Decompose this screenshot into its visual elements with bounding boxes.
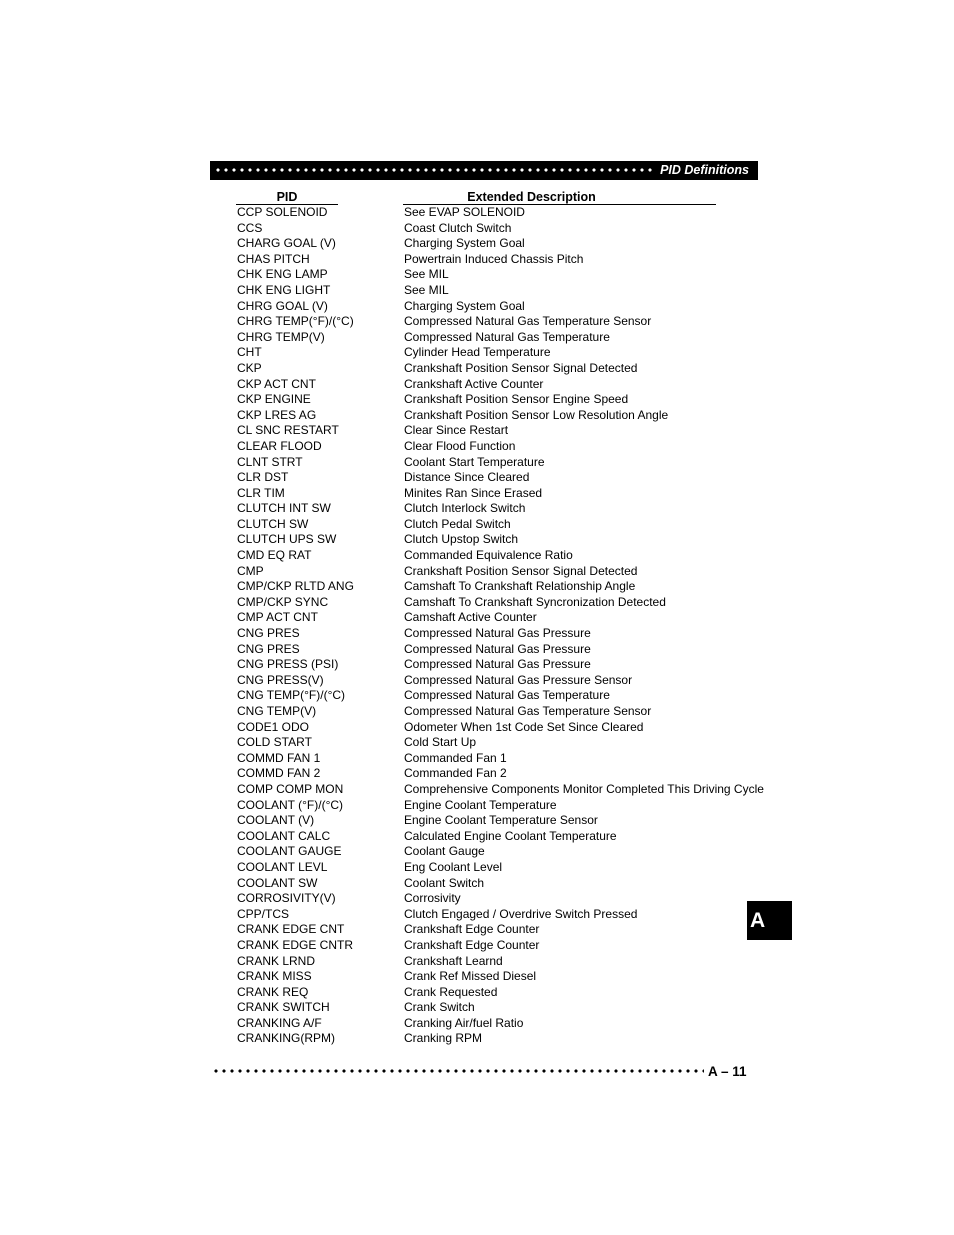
pid-description: Charging System Goal <box>404 298 525 313</box>
table-row <box>0 1016 954 1032</box>
pid-name: COLD START <box>237 735 312 750</box>
pid-name: COMP COMP MON <box>237 781 344 796</box>
pid-description: Distance Since Cleared <box>404 470 530 485</box>
table-row <box>0 657 954 673</box>
column-header-pid: PID <box>236 190 338 205</box>
table-row <box>0 813 954 829</box>
pid-description: Compressed Natural Gas Pressure Sensor <box>404 672 633 687</box>
pid-name: CMP/CKP RLTD ANG <box>237 579 354 594</box>
pid-name: CRANK REQ <box>237 984 309 999</box>
pid-name: COOLANT LEVL <box>237 859 328 874</box>
pid-description: Comprehensive Components Monitor Completed This Driving Cycle <box>404 781 764 796</box>
pid-description: Corrosivity <box>404 891 461 906</box>
section-title: PID Definitions <box>660 163 749 177</box>
table-row <box>0 501 954 517</box>
table-row <box>0 766 954 782</box>
pid-name: COOLANT GAUGE <box>237 844 342 859</box>
table-row <box>0 720 954 736</box>
pid-name: CRANK SWITCH <box>237 1000 330 1015</box>
table-row <box>0 782 954 798</box>
pid-description: Crankshaft Position Sensor Low Resolution Angle <box>404 407 669 422</box>
pid-description: Odometer When 1st Code Set Since Cleared <box>404 719 644 734</box>
pid-name: CKP <box>237 360 262 375</box>
table-row <box>0 829 954 845</box>
table-row <box>0 486 954 502</box>
pid-description: See MIL <box>404 282 449 297</box>
pid-description: Commanded Fan 2 <box>404 766 507 781</box>
table-row <box>0 1000 954 1016</box>
pid-description: Coolant Switch <box>404 875 485 890</box>
table-row <box>0 299 954 315</box>
pid-name: COMMD FAN 1 <box>237 750 321 765</box>
pid-description: Crank Requested <box>404 984 498 999</box>
table-row <box>0 969 954 985</box>
pid-description: Clutch Pedal Switch <box>404 516 511 531</box>
table-row <box>0 735 954 751</box>
table-row <box>0 938 954 954</box>
pid-description: Crankshaft Position Sensor Signal Detected <box>404 563 638 578</box>
pid-description: Clutch Upstop Switch <box>404 532 519 547</box>
pid-description: Compressed Natural Gas Temperature <box>404 329 610 344</box>
pid-name: CODE1 ODO <box>237 719 310 734</box>
table-row <box>0 704 954 720</box>
pid-description: Clear Flood Function <box>404 438 516 453</box>
pid-description: Compressed Natural Gas Pressure <box>404 657 591 672</box>
table-row <box>0 579 954 595</box>
pid-name: CLUTCH UPS SW <box>237 532 337 547</box>
pid-description: Crankshaft Position Sensor Signal Detected <box>404 360 638 375</box>
table-row <box>0 751 954 767</box>
pid-description: Compressed Natural Gas Temperature Sensor <box>404 314 652 329</box>
pid-description: Calculated Engine Coolant Temperature <box>404 828 617 843</box>
pid-description: Coast Clutch Switch <box>404 220 512 235</box>
pid-name: CRANK LRND <box>237 953 316 968</box>
table-row <box>0 345 954 361</box>
table-row <box>0 283 954 299</box>
table-row <box>0 985 954 1001</box>
pid-name: CNG PRES <box>237 626 300 641</box>
pid-name: CLNT STRT <box>237 454 303 469</box>
footer-dotted-leader <box>212 1068 704 1074</box>
pid-description: Clear Since Restart <box>404 423 509 438</box>
pid-name: CMP ACT CNT <box>237 610 318 625</box>
pid-description: Camshaft Active Counter <box>404 610 537 625</box>
pid-name: CLR TIM <box>237 485 285 500</box>
table-row <box>0 595 954 611</box>
pid-name: COMMD FAN 2 <box>237 766 321 781</box>
section-header-bar <box>210 161 758 180</box>
pid-description: Crankshaft Position Sensor Engine Speed <box>404 392 629 407</box>
pid-name: CCP SOLENOID <box>237 205 328 219</box>
pid-description: See MIL <box>404 267 449 282</box>
pid-description: Crankshaft Active Counter <box>404 376 544 391</box>
table-row <box>0 252 954 268</box>
pid-name: CRANKING(RPM) <box>237 1031 335 1046</box>
pid-name: CMP <box>237 563 264 578</box>
pid-name: CNG PRES <box>237 641 300 656</box>
pid-description: Crankshaft Edge Counter <box>404 922 540 937</box>
pid-name: CNG TEMP(V) <box>237 704 317 718</box>
pid-name: CHK ENG LAMP <box>237 267 328 282</box>
pid-description: Camshaft To Crankshaft Relationship Angle <box>404 579 636 594</box>
dotted-leader <box>214 167 654 173</box>
pid-name: CORROSIVITY(V) <box>237 891 336 906</box>
pid-description: Clutch Interlock Switch <box>404 501 526 516</box>
table-row <box>0 517 954 533</box>
table-row <box>0 330 954 346</box>
pid-name: CPP/TCS <box>237 906 290 921</box>
pid-name: CL SNC RESTART <box>237 423 339 438</box>
pid-description: Eng Coolant Level <box>404 859 503 874</box>
pid-description: Crankshaft Learnd <box>404 953 503 968</box>
pid-description: Clutch Engaged / Overdrive Switch Pressed <box>404 906 638 921</box>
table-row <box>0 610 954 626</box>
appendix-tab-marker: A <box>747 901 792 940</box>
pid-name: COOLANT (°F)/(°C) <box>237 797 344 812</box>
pid-name: COOLANT CALC <box>237 828 331 843</box>
table-row <box>0 642 954 658</box>
pid-name: CRANK EDGE CNTR <box>237 937 354 952</box>
pid-description: Commanded Equivalence Ratio <box>404 548 573 563</box>
pid-name: CLR DST <box>237 470 289 485</box>
pid-name: CRANK MISS <box>237 969 312 984</box>
pid-name: CKP ACT CNT <box>237 376 316 391</box>
pid-name: COOLANT SW <box>237 875 318 890</box>
pid-description: Powertrain Induced Chassis Pitch <box>404 251 584 266</box>
pid-description: Compressed Natural Gas Pressure <box>404 641 591 656</box>
table-row <box>0 423 954 439</box>
pid-name: CLUTCH SW <box>237 516 309 531</box>
pid-name: CHK ENG LIGHT <box>237 282 331 297</box>
pid-name: CHRG TEMP(°F)/(°C) <box>237 314 354 329</box>
table-row <box>0 205 954 221</box>
pid-description: Coolant Start Temperature <box>404 454 545 469</box>
table-row <box>0 844 954 860</box>
pid-description: Engine Coolant Temperature <box>404 797 557 812</box>
pid-name: CNG PRESS(V) <box>237 672 324 687</box>
table-row <box>0 548 954 564</box>
pid-description: Crank Ref Missed Diesel <box>404 969 537 984</box>
pid-description: Compressed Natural Gas Pressure <box>404 626 591 641</box>
page-number: A – 11 <box>708 1064 747 1079</box>
table-row <box>0 922 954 938</box>
column-header-description <box>403 190 716 205</box>
pid-name: COOLANT (V) <box>237 813 315 828</box>
pid-name: CKP ENGINE <box>237 392 311 407</box>
pid-name: CMD EQ RAT <box>237 548 312 563</box>
table-row <box>0 408 954 424</box>
pid-description: See EVAP SOLENOID <box>404 205 525 219</box>
table-row <box>0 688 954 704</box>
table-row <box>0 876 954 892</box>
table-row <box>0 891 954 907</box>
table-row <box>0 314 954 330</box>
pid-description: Cranking RPM <box>404 1031 483 1046</box>
table-row <box>0 798 954 814</box>
pid-name: CKP LRES AG <box>237 407 317 422</box>
pid-description: Crank Switch <box>404 1000 475 1015</box>
table-row <box>0 1031 954 1047</box>
table-row <box>0 236 954 252</box>
table-row <box>0 439 954 455</box>
table-row <box>0 377 954 393</box>
pid-name: CHT <box>237 345 262 360</box>
pid-description: Cold Start Up <box>404 735 477 750</box>
table-row <box>0 392 954 408</box>
pid-name: CNG TEMP(°F)/(°C) <box>237 688 346 703</box>
table-row <box>0 361 954 377</box>
pid-description: Cylinder Head Temperature <box>404 345 551 360</box>
pid-description: Camshaft To Crankshaft Syncronization Detected <box>404 594 666 609</box>
table-row <box>0 564 954 580</box>
pid-name: CHAS PITCH <box>237 251 310 266</box>
column-header-description-label: Extended Description <box>467 190 596 204</box>
table-row <box>0 267 954 283</box>
pid-name: CNG PRESS (PSI) <box>237 657 339 672</box>
pid-name: CMP/CKP SYNC <box>237 594 329 609</box>
pid-name: CRANKING A/F <box>237 1015 322 1030</box>
table-row <box>0 907 954 923</box>
pid-name: CCS <box>237 220 263 235</box>
table-row <box>0 860 954 876</box>
pid-description: Engine Coolant Temperature Sensor <box>404 813 598 828</box>
pid-name: CHRG GOAL (V) <box>237 298 328 313</box>
pid-name: CRANK EDGE CNT <box>237 922 345 937</box>
pid-name: CHRG TEMP(V) <box>237 329 325 344</box>
pid-description: Compressed Natural Gas Temperature Sensor <box>404 704 652 718</box>
pid-description: Cranking Air/fuel Ratio <box>404 1015 524 1030</box>
pid-description: Coolant Gauge <box>404 844 485 859</box>
table-row <box>0 954 954 970</box>
pid-name: CLEAR FLOOD <box>237 438 322 453</box>
pid-description: Commanded Fan 1 <box>404 750 507 765</box>
pid-description: Compressed Natural Gas Temperature <box>404 688 610 703</box>
pid-name: CHARG GOAL (V) <box>237 236 336 251</box>
pid-description: Minites Ran Since Erased <box>404 485 543 500</box>
pid-description: Charging System Goal <box>404 236 525 251</box>
pid-description: Crankshaft Edge Counter <box>404 937 540 952</box>
pid-name: CLUTCH INT SW <box>237 501 331 516</box>
table-row <box>0 455 954 471</box>
table-row <box>0 626 954 642</box>
table-row <box>0 221 954 237</box>
table-row <box>0 532 954 548</box>
table-row <box>0 673 954 689</box>
table-row <box>0 470 954 486</box>
pid-definitions-table <box>0 205 954 1047</box>
